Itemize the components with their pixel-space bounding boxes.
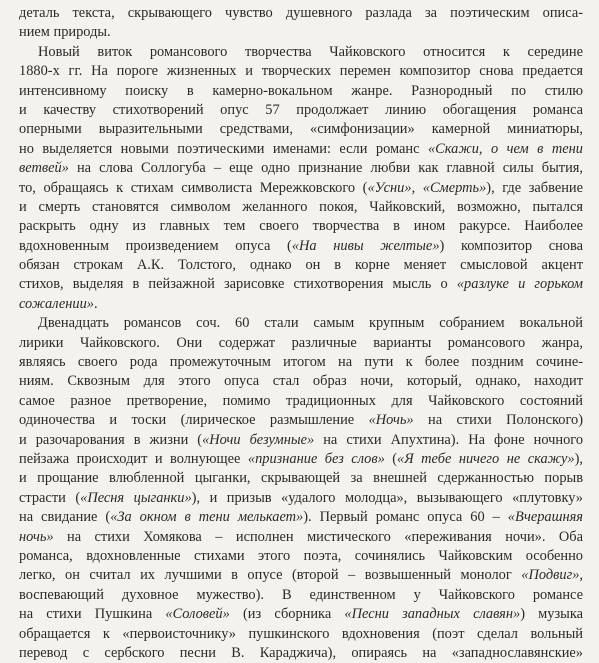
text-line — [19, 392, 583, 411]
text-line — [19, 82, 583, 101]
text-line — [19, 198, 583, 217]
text-line — [19, 101, 583, 120]
body-text: оперными выразительными средствами, «симфонизации» камерной миниатюры, — [19, 121, 583, 138]
text-line — [19, 62, 583, 81]
body-text: Новый виток романсового творчества Чайковского относится к середине — [38, 43, 583, 60]
body-text: то, обращаясь к стихам символиста Мережковского ( — [19, 179, 368, 196]
italic-text: «Усни» — [367, 179, 412, 196]
text-line — [19, 23, 583, 42]
body-text: обращается к «первоисточнику» пушкинского вдохновения (поэт сделал вольный — [19, 625, 583, 642]
body-text: и прощание влюбленной цыганки, скрывающей за внешней сдержанностью порыв — [19, 470, 583, 487]
body-text: Двенадцать романсов соч. 60 стали самым крупным собранием вокальной — [38, 315, 583, 332]
text-line — [19, 179, 583, 198]
italic-text: «Подвиг» — [521, 567, 580, 584]
text-line — [19, 411, 583, 430]
text-line — [19, 605, 583, 624]
document-page — [19, 4, 583, 663]
body-text: лирики Чайковского. Они содержат различные варианты романсового жанра, — [19, 334, 583, 351]
body-text: перевод с сербского песни В. Караджича), опираясь на «западнославянские» — [19, 644, 583, 661]
text-line — [19, 353, 583, 372]
italic-text: «Смерть» — [422, 179, 487, 196]
body-text: вдохновенным произведением опуса ( — [19, 237, 292, 254]
body-text: деталь текста, скрывающего чувство душевного разлада за поэтическим описа- — [19, 5, 583, 21]
body-text: легко, он считал их лучшими в опусе (второй – возвышенный монолог — [19, 567, 522, 584]
italic-text: ночь» — [19, 528, 54, 545]
body-text: и качеству стихотворений опус 57 продолжает линию обогащения романса — [19, 101, 583, 118]
body-text: (из сборника — [229, 606, 345, 623]
italic-text: «Песни западных славян» — [344, 606, 521, 623]
body-text: обязан строкам А.К. Толстого, однако он в корне меняет смысловой акцент — [19, 257, 583, 274]
body-text: являясь своего рода промежуточным итогом на пути к более поздним сочине- — [19, 354, 583, 371]
italic-text: «На нивы желтые» — [291, 237, 440, 254]
body-text: ) музыка — [520, 606, 583, 623]
body-text: ), и призыв «удалого молодца», вызывающего «плутовку» — [191, 489, 583, 506]
italic-text: «признание без слов» — [247, 450, 385, 467]
text-line — [19, 431, 583, 450]
body-text: и разочарования в жизни ( — [19, 431, 203, 448]
body-text: , — [579, 567, 583, 584]
body-text: 1880-х гг. На пороге жизненных и творческих перемен композитор снова предается — [19, 63, 583, 80]
body-text: на стихи Хомякова – исполнен мистического «переживания ночи». Оба — [53, 528, 583, 545]
text-line — [19, 372, 583, 391]
body-text: , — [411, 179, 423, 196]
body-text: на стихи Апухтина). На фоне ночного — [314, 431, 584, 448]
body-text: пейзажа происходит и волнующее — [19, 450, 248, 467]
text-line — [19, 295, 583, 314]
body-text: раскрыть одну из главных тем своего творчества в ином ракурсе. Наиболее — [19, 218, 583, 235]
body-text: ниям. Сквозным для этого опуса стал образ ночи, который, однако, находит — [19, 373, 583, 390]
body-text: страсти ( — [19, 489, 81, 506]
body-text: и смерть становятся символом желанного покоя, Чайковский, возможно, пытался — [19, 198, 583, 215]
text-line — [19, 508, 583, 527]
text-line — [19, 528, 583, 547]
text-line — [19, 586, 583, 605]
italic-text: «Ночи безумные» — [202, 431, 315, 448]
italic-text: «Ночь» — [368, 412, 414, 429]
italic-text: «Скажи, о чем в тени — [427, 140, 583, 157]
italic-text: «Я тебе ничего не скажу» — [397, 450, 575, 467]
text-line — [19, 43, 583, 62]
body-text: стихов, выделяя в пейзажной зарисовке стихотворения мысль о — [19, 276, 457, 293]
body-text: на свидание ( — [19, 509, 111, 526]
text-line — [19, 314, 583, 333]
text-line — [19, 256, 583, 275]
body-text: ). Первый романс опуса 60 – — [303, 509, 508, 526]
italic-text: «Вчерашняя — [507, 509, 583, 526]
italic-text: «разлуке и горьком — [456, 276, 583, 293]
body-text: ), где забвение — [486, 179, 584, 196]
body-text: ( — [384, 450, 398, 467]
italic-text: «Соловей» — [165, 606, 230, 623]
text-line — [19, 275, 583, 294]
text-line — [19, 625, 583, 644]
italic-text: «Песня цыганки» — [80, 489, 192, 506]
text-line — [19, 334, 583, 353]
body-text: на стихи Полонского) — [413, 412, 583, 429]
text-line — [19, 547, 583, 566]
text-line — [19, 644, 583, 663]
body-text: воспевающий духовное мужество). В единственном у Чайковского романсе — [19, 586, 583, 603]
body-text: ), — [574, 450, 584, 467]
italic-text: «За окном в тени мелькает» — [110, 509, 304, 526]
text-line — [19, 217, 583, 236]
text-line — [19, 489, 583, 508]
text-line — [19, 120, 583, 139]
text-line — [19, 140, 583, 159]
body-text: на стихи Пушкина — [19, 606, 166, 623]
italic-text: сожалении» — [19, 295, 95, 312]
text-line — [19, 159, 583, 178]
body-text: самое разное претворение, помимо традиционных для Чайковского состояний — [19, 392, 583, 409]
body-text: . — [94, 295, 98, 312]
body-text: ) композитор снова — [439, 237, 583, 254]
body-text: но выделяется новыми поэтическими именами: если романс — [19, 140, 428, 157]
body-text: романса, вдохновленные стихами этого поэта, сочинялись Чайковским особенно — [19, 547, 583, 564]
body-text: одиночества и тоски (лирическое размышление — [19, 412, 369, 429]
text-line — [19, 469, 583, 488]
body-text: нием природы. — [19, 24, 111, 41]
italic-text: ветвей» — [19, 160, 69, 177]
text-line — [19, 450, 583, 469]
body-text: на слова Соллогуба – еще одно признание любви как главной силы бытия, — [68, 160, 583, 177]
body-text: интенсивному поиску в камерно-вокальном жанре. Разнородный по стилю — [19, 82, 583, 99]
text-line — [19, 4, 583, 23]
text-line — [19, 237, 583, 256]
text-line — [19, 566, 583, 585]
